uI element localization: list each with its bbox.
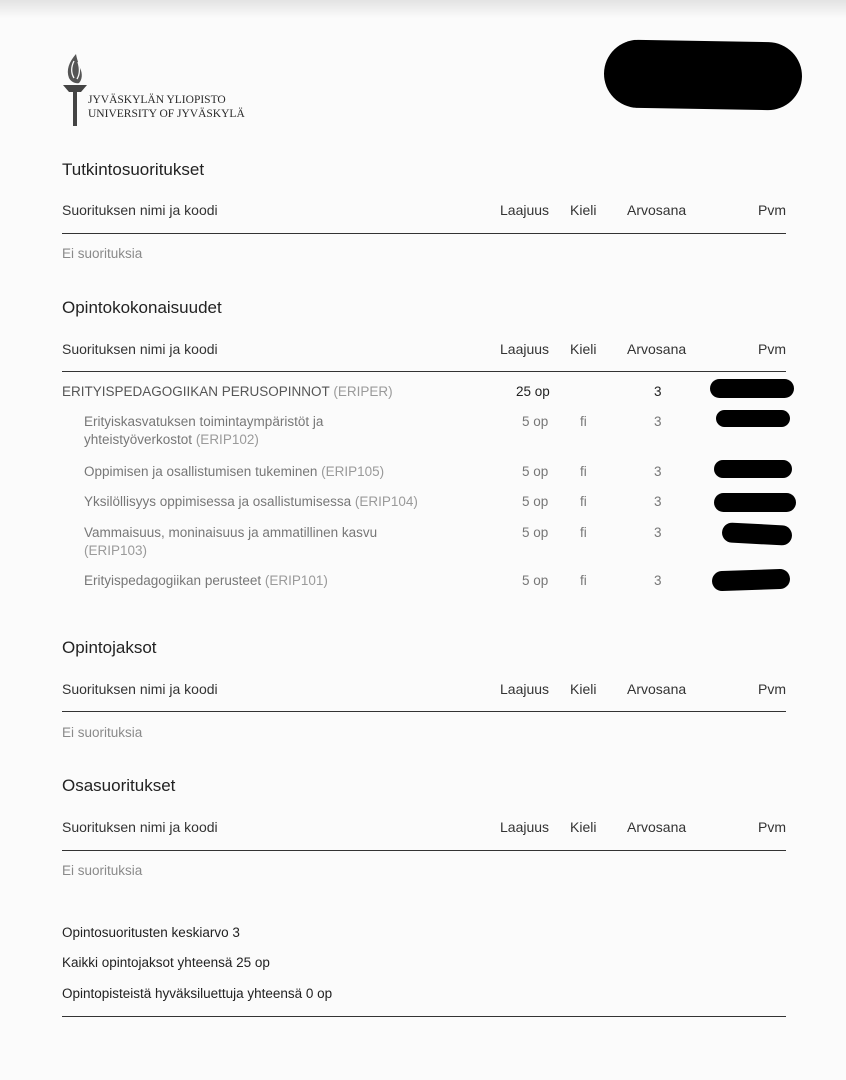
course-code: (ERIP103) [84,543,148,558]
col-grade-header: Arvosana [627,341,687,357]
course-name: Erityiskasvatuksen toimintaympäristöt ja yhteistyöverkostot (ERIP102) [84,414,324,447]
section-title-courses: Opintojaksot [62,638,157,657]
page-top-shade [0,0,846,18]
course-code: (ERIP101) [264,573,328,588]
course-credits: 5 op [522,573,549,588]
module-credits: 25 op [516,384,550,399]
course-language: fi [580,464,587,479]
course-credits: 5 op [522,494,549,509]
redacted-name [603,39,802,110]
course-credits: 5 op [522,525,549,540]
col-language-header: Kieli [570,681,597,697]
redacted-date [716,410,790,427]
col-language-header: Kieli [570,819,597,835]
col-grade-header: Arvosana [627,681,687,697]
divider-bottom [62,1016,786,1017]
col-date-header: Pvm [758,202,786,218]
col-name-header: Suorituksen nimi ja koodi [62,681,218,697]
course-name: Vammaisuus, moninaisuus ja ammatillinen kasvu (ERIP103) [84,525,378,558]
col-credits-header: Laajuus [500,341,550,357]
col-language-header: Kieli [570,341,597,357]
redacted-date [710,379,794,398]
course-language: fi [580,414,587,429]
section-title-partials: Osasuoritukset [62,776,176,795]
redacted-date [714,460,792,478]
col-language-header: Kieli [570,202,597,218]
course-grade: 3 [654,573,662,588]
col-credits-header: Laajuus [500,819,550,835]
course-grade: 3 [654,525,662,540]
module-grade: 3 [654,384,662,399]
course-grade: 3 [654,464,662,479]
course-code: (ERIP104) [354,494,418,509]
col-name-header: Suorituksen nimi ja koodi [62,341,218,357]
module-code: (ERIPER) [333,384,393,399]
empty-message: Ei suorituksia [62,725,143,740]
course-language: fi [580,573,587,588]
torch-icon [60,52,90,128]
redacted-date [722,522,793,546]
column-header-row [62,202,786,224]
column-header-row [62,681,786,703]
col-credits-header: Laajuus [500,202,550,218]
divider [62,233,786,234]
divider [62,850,786,851]
summary-accredited: Opintopisteistä hyväksiluettuja yhteensä 0 op [62,986,333,1001]
divider [62,711,786,712]
col-name-header: Suorituksen nimi ja koodi [62,819,218,835]
col-grade-header: Arvosana [627,819,687,835]
col-credits-header: Laajuus [500,681,550,697]
course-code: (ERIP102) [195,432,259,447]
col-grade-header: Arvosana [627,202,687,218]
course-name: Yksilöllisyys oppimisessa ja osallistumisessa (ERIP104) [84,494,418,509]
redacted-date [714,493,796,512]
col-date-header: Pvm [758,681,786,697]
empty-message: Ei suorituksia [62,863,143,878]
university-name-fi: JYVÄSKYLÄN YLIOPISTO [88,94,226,106]
course-language: fi [580,494,587,509]
module-name: ERITYISPEDAGOGIIKAN PERUSOPINNOT (ERIPER) [62,384,393,399]
col-date-header: Pvm [758,819,786,835]
course-grade: 3 [654,414,662,429]
summary-total-credits: Kaikki opintojaksot yhteensä 25 op [62,955,270,970]
university-logo [60,52,260,130]
university-name-en: UNIVERSITY OF JYVÄSKYLÄ [88,108,245,120]
column-header-row [62,819,786,841]
course-credits: 5 op [522,464,549,479]
divider [62,371,786,372]
col-name-header: Suorituksen nimi ja koodi [62,202,218,218]
col-date-header: Pvm [758,341,786,357]
summary-average: Opintosuoritusten keskiarvo 3 [62,925,240,940]
course-language: fi [580,525,587,540]
section-title-degrees: Tutkintosuoritukset [62,160,205,179]
empty-message: Ei suorituksia [62,246,143,261]
column-header-row [62,341,786,363]
course-credits: 5 op [522,414,549,429]
course-grade: 3 [654,494,662,509]
course-name: Oppimisen ja osallistumisen tukeminen (ERIP105) [84,464,385,479]
section-title-modules: Opintokokonaisuudet [62,298,222,317]
course-code: (ERIP105) [321,464,385,479]
course-name: Erityispedagogiikan perusteet (ERIP101) [84,573,328,588]
redacted-date [712,569,791,592]
